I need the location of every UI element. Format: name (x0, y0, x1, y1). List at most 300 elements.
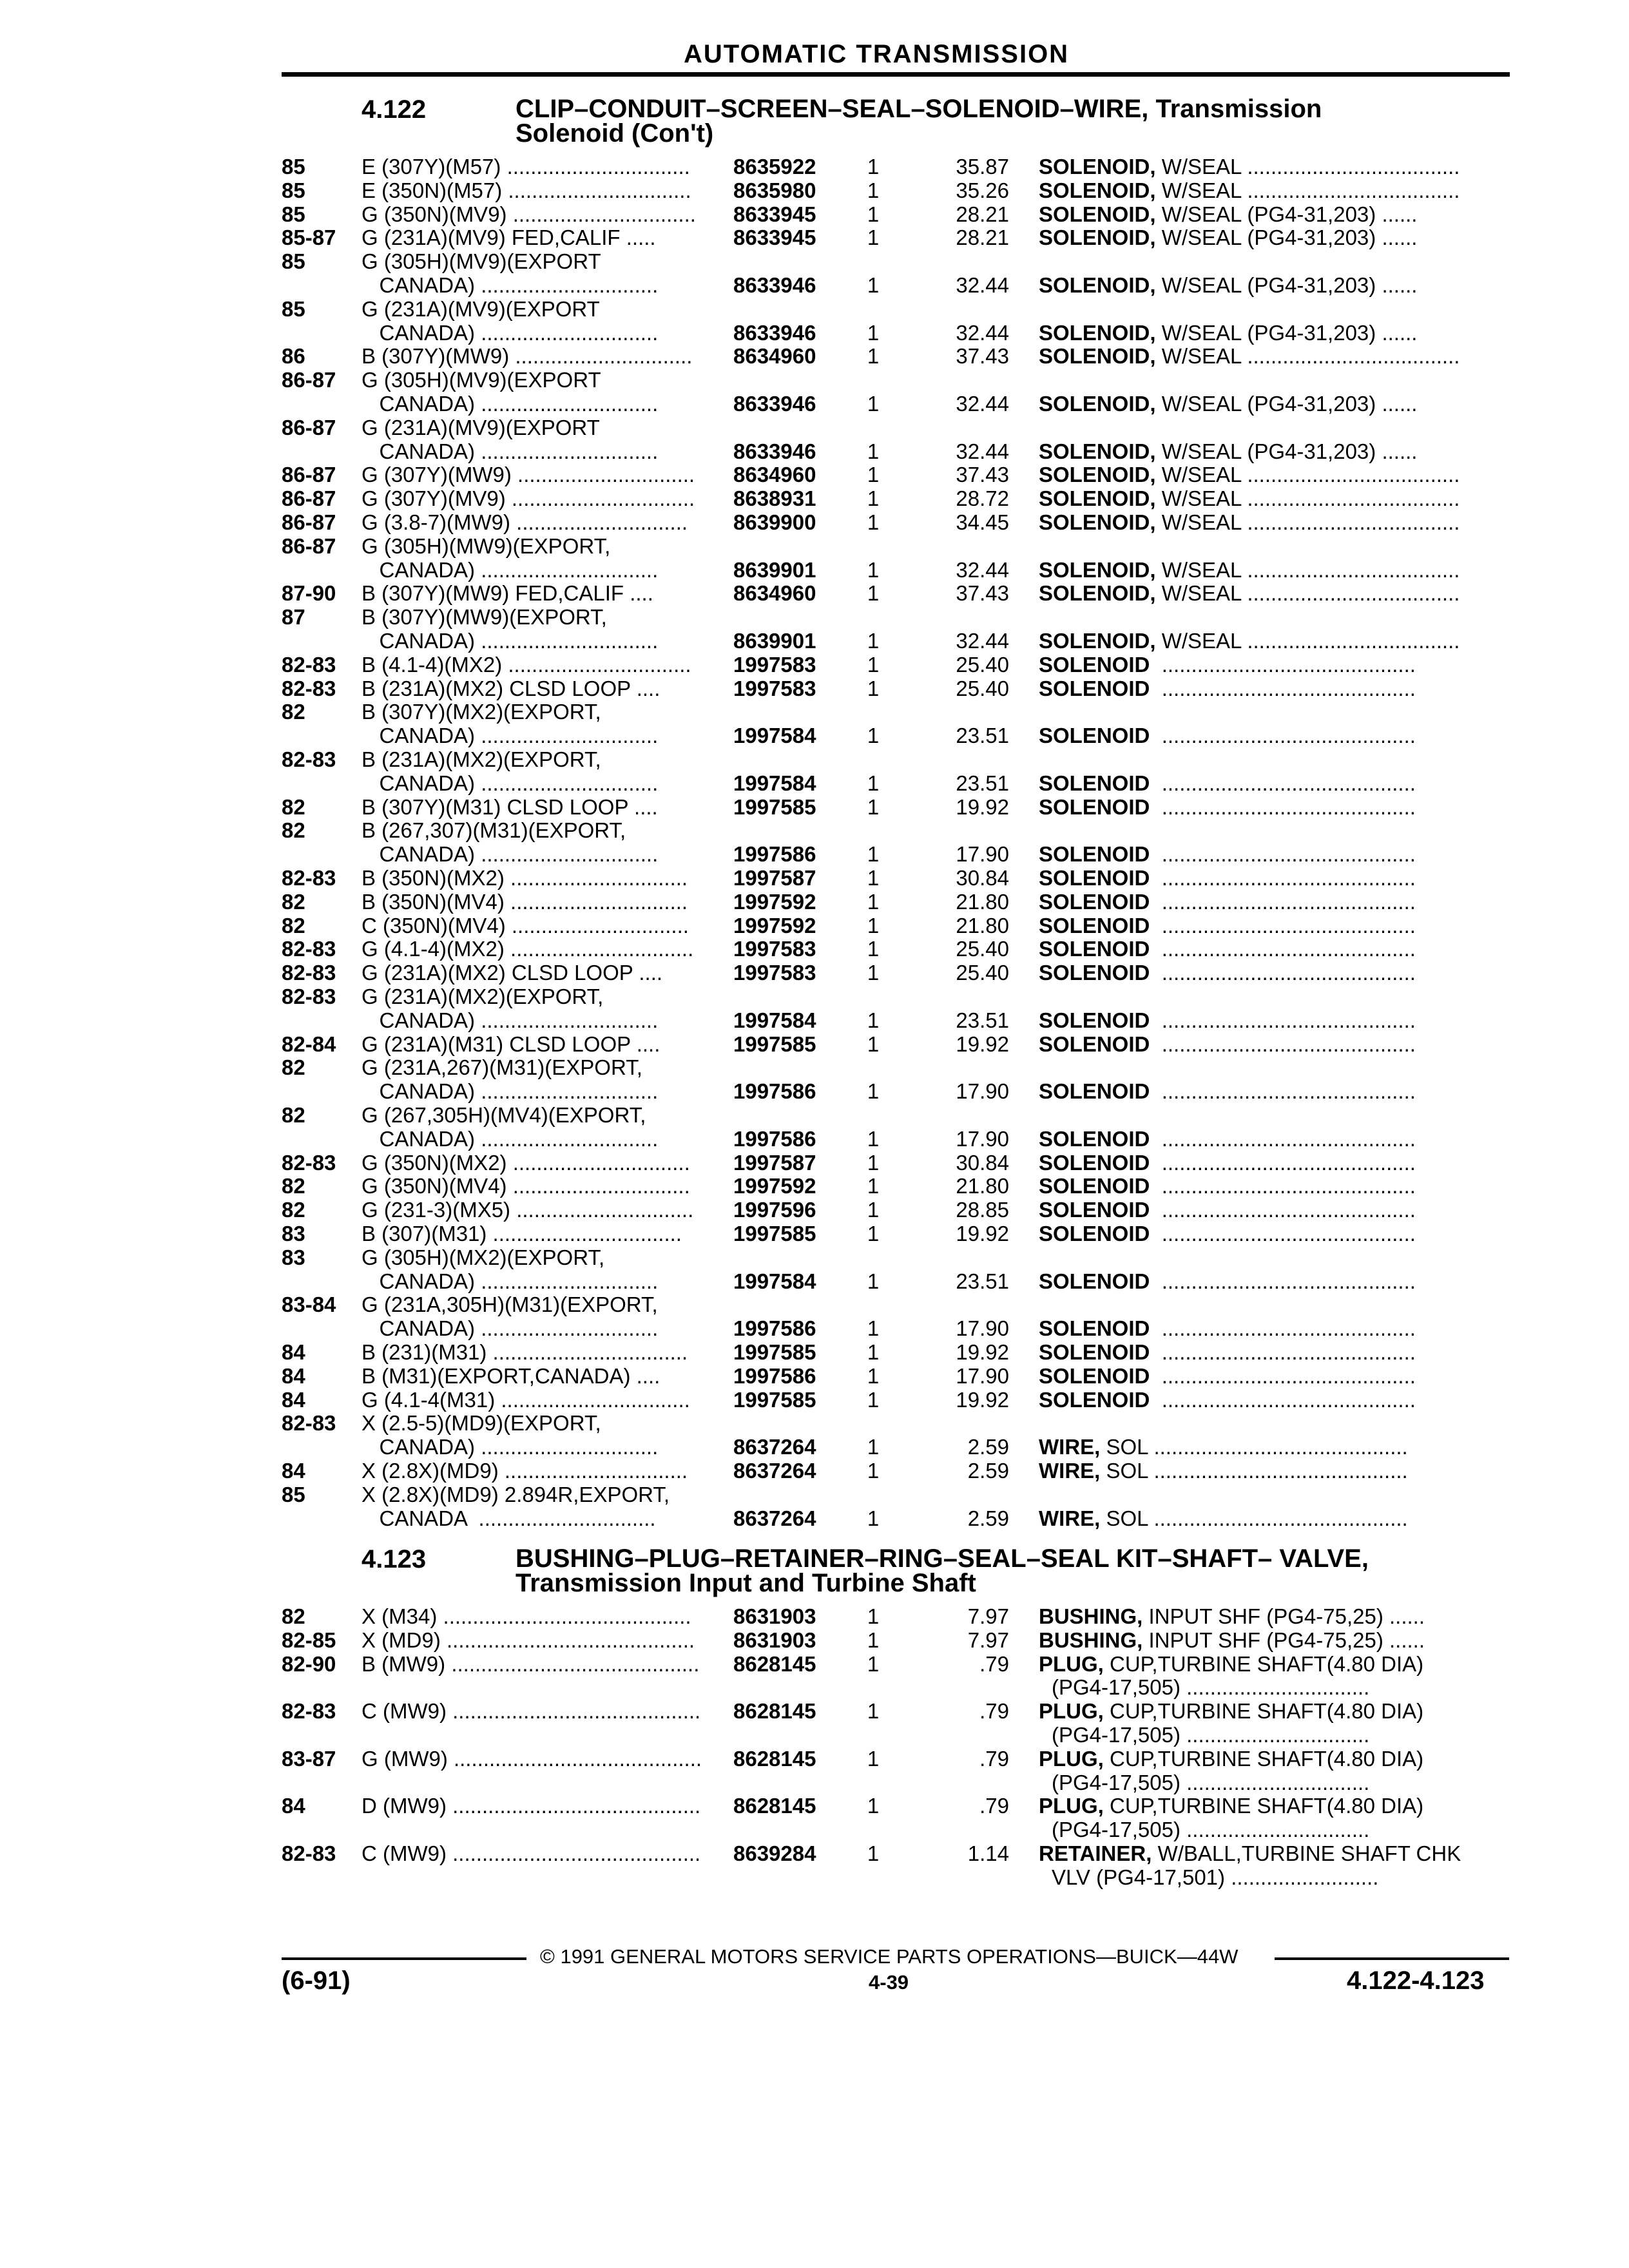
table-row (0, 724, 1629, 747)
model-year: 82-90 (282, 1651, 336, 1676)
description-detail: W/SEAL (PG4-31,203) ...... (1155, 439, 1418, 463)
model-year: 84 (282, 1794, 305, 1818)
part-number: 8628145 (733, 1794, 816, 1818)
application: CANADA) .............................. (361, 439, 659, 463)
description (1039, 890, 1509, 914)
model-year: 85 (282, 296, 305, 321)
footer-rule-right (1275, 1957, 1509, 1960)
description-detail: ........................................... (1150, 1316, 1416, 1341)
part-number: 1997584 (733, 771, 816, 795)
quantity: 1 (867, 1628, 880, 1652)
table-row (0, 747, 1629, 771)
application: CANADA) .............................. (361, 1316, 659, 1341)
description (1039, 1506, 1509, 1530)
table-row (0, 416, 1629, 439)
model-year: 86-87 (282, 533, 336, 558)
price: 32.44 (956, 392, 1009, 416)
model-year: 86-87 (282, 368, 336, 392)
model-year: 82 (282, 1055, 305, 1080)
application: G (231-3)(MX5) .............................. (361, 1198, 694, 1222)
footer-rule-left (282, 1957, 526, 1960)
price: 25.40 (956, 676, 1009, 700)
description-part-name: PLUG, (1039, 1651, 1104, 1676)
description (1052, 1865, 1522, 1889)
part-number: 1997585 (733, 1032, 816, 1056)
quantity: 1 (867, 842, 880, 867)
description-detail: W/SEAL .................................... (1155, 486, 1460, 511)
description-detail: W/SEAL .................................... (1155, 581, 1460, 606)
application: G (231A)(MX2) CLSD LOOP .... (361, 961, 663, 985)
price: 25.40 (956, 937, 1009, 961)
description (1039, 273, 1509, 297)
table-row (0, 534, 1629, 558)
description (1039, 1269, 1509, 1293)
part-number: 8639284 (733, 1841, 816, 1865)
price: 28.85 (956, 1198, 1009, 1222)
quantity: 1 (867, 1150, 880, 1175)
application: G (267,305H)(MV4)(EXPORT, (361, 1103, 646, 1127)
description-part-name: SOLENOID (1039, 1032, 1150, 1056)
description-part-name: BUSHING, (1039, 1604, 1143, 1628)
table-row (0, 1364, 1629, 1388)
table-row (0, 1032, 1629, 1056)
price: 25.40 (956, 652, 1009, 677)
application: G (231A)(MV9) FED,CALIF ..... (361, 226, 656, 250)
part-number: 1997586 (733, 1316, 816, 1341)
quantity: 1 (867, 581, 880, 606)
description-detail: W/SEAL (PG4-31,203) ...... (1155, 273, 1418, 297)
description (1039, 155, 1509, 178)
application: CANADA) .............................. (361, 1435, 659, 1459)
table-row (0, 1794, 1629, 1818)
description-part-name: SOLENOID, (1039, 178, 1156, 202)
description-detail: W/SEAL (PG4-31,203) ...... (1155, 320, 1418, 345)
description-part-name: SOLENOID (1039, 866, 1150, 890)
part-number: 1997586 (733, 1126, 816, 1151)
table-row (0, 1411, 1629, 1435)
part-number: 8637264 (733, 1459, 816, 1483)
price: 35.87 (956, 155, 1009, 178)
price: 2.59 (967, 1435, 1009, 1459)
model-year: 86-87 (282, 510, 336, 534)
description-detail: SOL ........................................... (1100, 1435, 1408, 1459)
description (1039, 1628, 1509, 1652)
part-number: 8635922 (733, 155, 816, 178)
price: 37.43 (956, 463, 1009, 487)
quantity: 1 (867, 463, 880, 487)
application: CANADA) .............................. (361, 629, 659, 653)
price: 2.59 (967, 1459, 1009, 1483)
model-year: 83-87 (282, 1746, 336, 1771)
quantity: 1 (867, 961, 880, 985)
table-row (0, 463, 1629, 486)
part-number: 8638931 (733, 486, 816, 511)
application: CANADA) .............................. (361, 392, 659, 416)
model-year: 82 (282, 1604, 305, 1628)
application: B (307Y)(MW9) .............................. (361, 344, 693, 369)
description-part-name: SOLENOID, (1039, 392, 1156, 416)
part-number: 8639901 (733, 557, 816, 582)
application: C (350N)(MV4) .............................. (361, 913, 689, 937)
application: B (307)(M31) ................................ (361, 1222, 682, 1245)
description (1039, 961, 1509, 985)
quantity: 1 (867, 724, 880, 748)
quantity: 1 (867, 913, 880, 937)
quantity: 1 (867, 1506, 880, 1530)
part-number: 1997584 (733, 1008, 816, 1032)
description-detail: CUP,TURBINE SHAFT(4.80 DIA) (1103, 1699, 1424, 1724)
quantity: 1 (867, 1651, 880, 1676)
model-year: 82-84 (282, 1032, 336, 1056)
description (1052, 1675, 1522, 1699)
model-year: 82 (282, 1198, 305, 1222)
price: .79 (979, 1651, 1009, 1676)
application: B (307Y)(MW9)(EXPORT, (361, 605, 607, 629)
table-row (0, 1699, 1629, 1723)
description (1039, 937, 1509, 961)
quantity: 1 (867, 344, 880, 369)
part-number: 1997585 (733, 1340, 816, 1364)
table-row (0, 937, 1629, 961)
model-year: 82-83 (282, 676, 336, 700)
model-year: 84 (282, 1363, 305, 1388)
model-year: 82-83 (282, 747, 336, 771)
quantity: 1 (867, 866, 880, 890)
table-row (0, 1079, 1629, 1103)
description (1039, 724, 1509, 747)
table-row (0, 1747, 1629, 1771)
application: B (231A)(MX2)(EXPORT, (361, 747, 601, 771)
price: 28.72 (956, 486, 1009, 511)
application: CANADA) .............................. (361, 842, 659, 867)
description-detail: ........................................... (1150, 1340, 1416, 1364)
description-part-name: SOLENOID (1039, 1150, 1150, 1175)
part-number: 1997584 (733, 724, 816, 748)
price: 25.40 (956, 961, 1009, 985)
price: .79 (979, 1746, 1009, 1771)
table-row (0, 677, 1629, 700)
table-row (0, 605, 1629, 629)
quantity: 1 (867, 226, 880, 250)
quantity: 1 (867, 1269, 880, 1293)
application: G (231A,267)(M31)(EXPORT, (361, 1055, 642, 1080)
quantity: 1 (867, 1746, 880, 1771)
description (1039, 178, 1509, 202)
table-row (0, 558, 1629, 582)
table-row (0, 1818, 1629, 1841)
description-detail: ........................................... (1150, 724, 1416, 748)
quantity: 1 (867, 889, 880, 914)
description-detail: ........................................... (1150, 889, 1416, 914)
table-row (0, 439, 1629, 463)
application: B (MW9) .......................................... (361, 1651, 700, 1676)
part-number: 8631903 (733, 1628, 816, 1652)
description (1039, 486, 1509, 510)
price: 17.90 (956, 1363, 1009, 1388)
quantity: 1 (867, 178, 880, 202)
quantity: 1 (867, 486, 880, 511)
table-row (0, 392, 1629, 416)
part-number: 1997585 (733, 794, 816, 819)
table-row (0, 486, 1629, 510)
table-row (0, 178, 1629, 202)
model-year: 82-83 (282, 1411, 336, 1436)
description (1039, 795, 1509, 819)
part-number: 8633946 (733, 439, 816, 463)
description (1039, 1435, 1509, 1459)
application: G (3.8-7)(MW9) ............................. (361, 510, 688, 534)
description-detail: SOL ........................................... (1100, 1506, 1408, 1530)
table-row (0, 1174, 1629, 1198)
application: X (M34) .......................................... (361, 1604, 691, 1628)
table-row (0, 1151, 1629, 1175)
table-row (0, 1628, 1629, 1652)
description-detail: INPUT SHF (PG4-75,25) ...... (1142, 1604, 1425, 1628)
part-number: 8634960 (733, 344, 816, 369)
description-part-name: BUSHING, (1039, 1628, 1143, 1652)
table-row (0, 1771, 1629, 1794)
description (1039, 1604, 1509, 1628)
table-row (0, 1723, 1629, 1747)
description (1039, 1340, 1509, 1364)
quantity: 1 (867, 273, 880, 297)
quantity: 1 (867, 794, 880, 819)
description-detail: ........................................... (1150, 652, 1416, 677)
quantity: 1 (867, 1794, 880, 1818)
model-year: 82-83 (282, 1841, 336, 1865)
price: 17.90 (956, 1126, 1009, 1151)
application: B (M31)(EXPORT,CANADA) .... (361, 1363, 660, 1388)
part-number: 1997587 (733, 866, 816, 890)
description-part-name: SOLENOID (1039, 1269, 1150, 1293)
price: 23.51 (956, 1008, 1009, 1032)
table-row (0, 1316, 1629, 1340)
model-year: 82 (282, 818, 305, 843)
description-part-name: SOLENOID (1039, 1126, 1150, 1151)
price: 35.26 (956, 178, 1009, 202)
application: C (MW9) .......................................... (361, 1841, 701, 1865)
description-detail: (PG4-17,505) ............................... (1052, 1818, 1370, 1842)
description (1039, 771, 1509, 795)
footer-date: (6-91) (282, 1966, 351, 1995)
description (1039, 1316, 1509, 1340)
quantity: 1 (867, 1459, 880, 1483)
price: 17.90 (956, 842, 1009, 867)
quantity: 1 (867, 676, 880, 700)
description-part-name: SOLENOID (1039, 842, 1150, 867)
description (1039, 1008, 1509, 1032)
table-row (0, 510, 1629, 534)
part-number: 8633946 (733, 320, 816, 345)
quantity: 1 (867, 937, 880, 961)
model-year: 86-87 (282, 486, 336, 511)
price: 21.80 (956, 913, 1009, 937)
application: C (MW9) .......................................... (361, 1699, 701, 1724)
part-number: 1997583 (733, 937, 816, 961)
table-row (0, 273, 1629, 297)
application: X (MD9) .......................................... (361, 1628, 695, 1652)
application: CANADA .............................. (361, 1506, 656, 1530)
quantity: 1 (867, 771, 880, 795)
description-part-name: SOLENOID (1039, 889, 1150, 914)
model-year: 85 (282, 1482, 305, 1506)
model-year: 82-83 (282, 1699, 336, 1724)
model-year: 83-84 (282, 1293, 336, 1317)
description (1039, 1127, 1509, 1151)
description (1039, 1174, 1509, 1198)
footer-section-range: 4.122-4.123 (1347, 1966, 1485, 1995)
part-number: 8634960 (733, 463, 816, 487)
part-number: 8637264 (733, 1506, 816, 1530)
description (1039, 558, 1509, 582)
part-number: 1997586 (733, 1363, 816, 1388)
application: G (231A)(MV9)(EXPORT (361, 415, 600, 439)
table-row (0, 1483, 1629, 1506)
table-row (0, 581, 1629, 605)
price: 30.84 (956, 866, 1009, 890)
model-year: 82-83 (282, 866, 336, 890)
application: CANADA) .............................. (361, 1269, 659, 1293)
table-row (0, 155, 1629, 178)
quantity: 1 (867, 1079, 880, 1104)
application: B (267,307)(M31)(EXPORT, (361, 818, 626, 843)
table-row (0, 1293, 1629, 1316)
description (1039, 1151, 1509, 1175)
model-year: 82 (282, 794, 305, 819)
table-row (0, 1198, 1629, 1222)
description (1039, 653, 1509, 677)
description-part-name: SOLENOID (1039, 1079, 1150, 1104)
model-year: 85 (282, 202, 305, 226)
price: .79 (979, 1699, 1009, 1724)
quantity: 1 (867, 202, 880, 226)
description-detail: ........................................... (1150, 1269, 1416, 1293)
part-number: 8633945 (733, 202, 816, 226)
application: CANADA) .............................. (361, 273, 659, 297)
description (1039, 1222, 1509, 1245)
model-year: 82 (282, 700, 305, 724)
description-detail: W/SEAL .................................... (1155, 178, 1460, 202)
price: 19.92 (956, 1032, 1009, 1056)
model-year: 84 (282, 1459, 305, 1483)
section-number: 4.123 (361, 1545, 427, 1573)
model-year: 83 (282, 1222, 305, 1245)
quantity: 1 (867, 1316, 880, 1341)
price: 23.51 (956, 1269, 1009, 1293)
application: G (307Y)(MV9) ............................... (361, 486, 695, 511)
application: CANADA) .............................. (361, 1126, 659, 1151)
description-part-name: PLUG, (1039, 1794, 1104, 1818)
description-detail: ........................................... (1150, 1150, 1416, 1175)
table-row (0, 1506, 1629, 1530)
part-number: 8635980 (733, 178, 816, 202)
application: B (231A)(MX2) CLSD LOOP .... (361, 676, 660, 700)
part-number: 1997587 (733, 1150, 816, 1175)
part-number: 1997583 (733, 961, 816, 985)
table-row (0, 1652, 1629, 1676)
description (1039, 914, 1509, 937)
model-year: 82-83 (282, 652, 336, 677)
model-year: 82-83 (282, 985, 336, 1008)
quantity: 1 (867, 1387, 880, 1412)
part-number: 8633946 (733, 273, 816, 297)
description-detail: ........................................... (1150, 1008, 1416, 1032)
part-number: 8633945 (733, 226, 816, 250)
price: 17.90 (956, 1316, 1009, 1341)
price: 32.44 (956, 320, 1009, 345)
application: X (2.5-5)(MD9)(EXPORT, (361, 1411, 601, 1436)
section-title-line2: Transmission Input and Turbine Shaft (516, 1569, 976, 1597)
description-detail: W/SEAL (PG4-31,203) ...... (1155, 392, 1418, 416)
description-part-name: SOLENOID, (1039, 344, 1156, 369)
description (1039, 1388, 1509, 1412)
table-row (0, 1435, 1629, 1459)
application: B (307Y)(MX2)(EXPORT, (361, 700, 601, 724)
price: 17.90 (956, 1079, 1009, 1104)
quantity: 1 (867, 1699, 880, 1724)
application: G (350N)(MX2) .............................. (361, 1150, 690, 1175)
description-part-name: SOLENOID (1039, 724, 1150, 748)
description-part-name: SOLENOID, (1039, 510, 1156, 534)
model-year: 82 (282, 913, 305, 937)
description-detail: ........................................... (1150, 794, 1416, 819)
description (1039, 1198, 1509, 1222)
description-part-name: SOLENOID, (1039, 463, 1156, 487)
description (1039, 1699, 1509, 1723)
part-number: 8628145 (733, 1699, 816, 1724)
part-number: 8633946 (733, 392, 816, 416)
price: 21.80 (956, 1174, 1009, 1198)
table-row (0, 961, 1629, 985)
description-detail: CUP,TURBINE SHAFT(4.80 DIA) (1103, 1651, 1424, 1676)
description-detail: ........................................... (1150, 961, 1416, 985)
description (1039, 866, 1509, 890)
part-number: 8637264 (733, 1435, 816, 1459)
description (1039, 1079, 1509, 1103)
description-part-name: SOLENOID, (1039, 557, 1156, 582)
part-number: 8639901 (733, 629, 816, 653)
model-year: 84 (282, 1340, 305, 1364)
description-part-name: SOLENOID (1039, 1363, 1150, 1388)
description-detail: ........................................... (1150, 1126, 1416, 1151)
table-row (0, 700, 1629, 724)
section-title-line1: CLIP–CONDUIT–SCREEN–SEAL–SOLENOID–WIRE, Transmission (516, 95, 1322, 123)
description-detail: (PG4-17,505) ............................... (1052, 1723, 1370, 1747)
quantity: 1 (867, 392, 880, 416)
description-part-name: SOLENOID (1039, 1340, 1150, 1364)
part-number: 8639900 (733, 510, 816, 534)
description-part-name: SOLENOID, (1039, 439, 1156, 463)
description (1039, 1652, 1509, 1676)
application: G (4.1-4(M31) ................................ (361, 1387, 690, 1412)
model-year: 86-87 (282, 463, 336, 487)
table-row (0, 1865, 1629, 1889)
description-part-name: SOLENOID (1039, 913, 1150, 937)
description (1039, 344, 1509, 368)
description-part-name: WIRE, (1039, 1506, 1101, 1530)
quantity: 1 (867, 652, 880, 677)
price: 34.45 (956, 510, 1009, 534)
quantity: 1 (867, 1604, 880, 1628)
table-row (0, 1604, 1629, 1628)
model-year: 84 (282, 1387, 305, 1412)
description-part-name: PLUG, (1039, 1746, 1104, 1771)
table-row (0, 368, 1629, 392)
description-part-name: SOLENOID, (1039, 629, 1156, 653)
description-part-name: SOLENOID (1039, 937, 1150, 961)
application: G (350N)(MV4) .............................. (361, 1174, 690, 1198)
description (1039, 1364, 1509, 1388)
